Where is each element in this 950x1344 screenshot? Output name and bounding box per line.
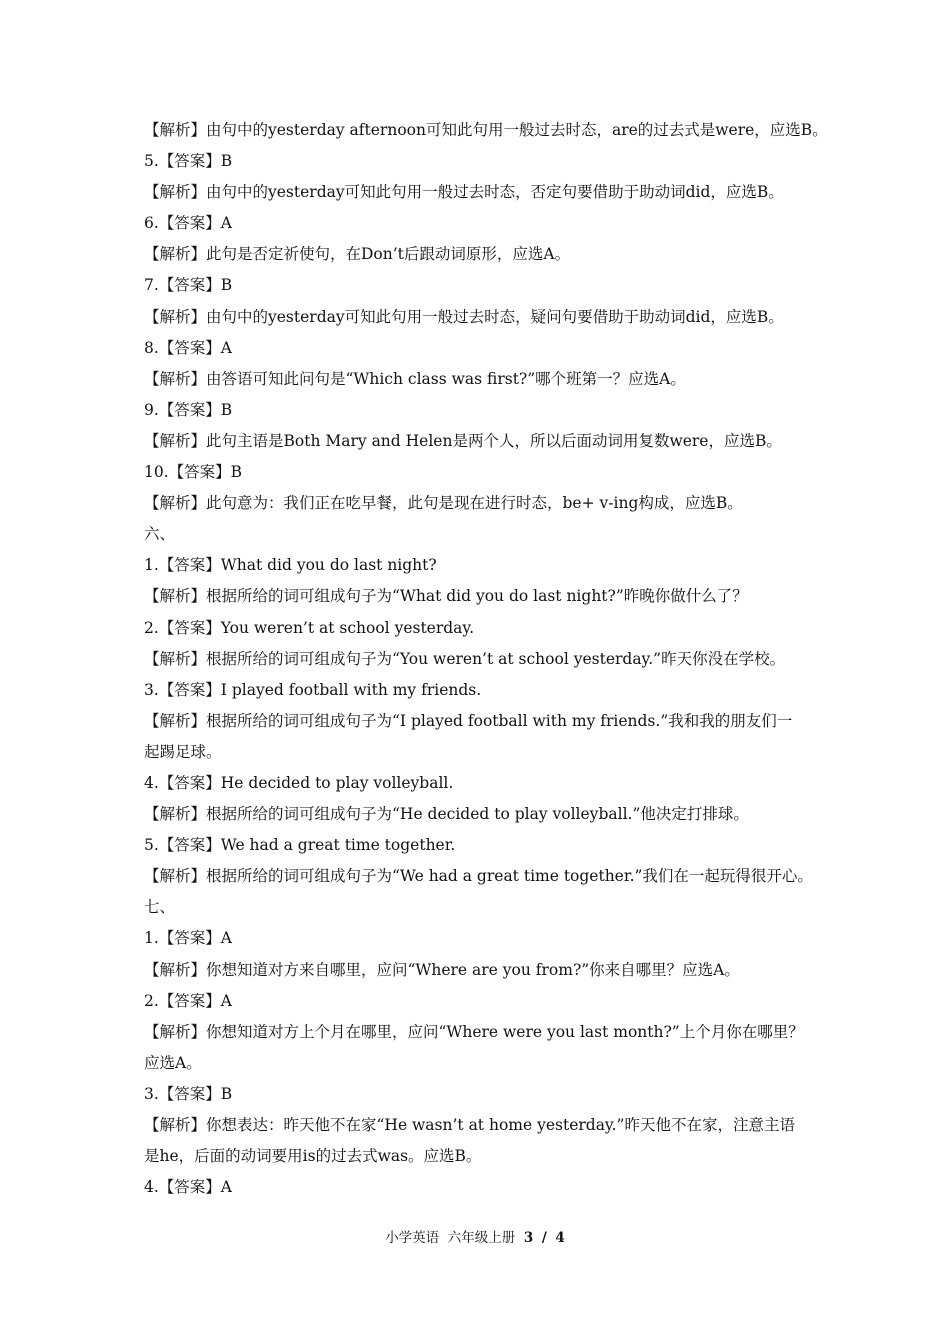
text-line: 【解析】由句中的yesterday afternoon可知此句用一般过去时态，are的过去式是were，应选B。 bbox=[144, 121, 828, 139]
text-line: 【解析】此句主语是Both Mary and Helen是两个人，所以后面动词用复数were，应选B。 bbox=[144, 431, 782, 450]
text-line: 【解析】由句中的yesterday可知此句用一般过去时态，疑问句要借助于助动词did，应选B。 bbox=[144, 307, 784, 326]
text-line: 【解析】你想表达：昨天他不在家“He wasn’t at home yesterday.”昨天他不在家，注意主语 bbox=[144, 1116, 795, 1134]
answer-content bbox=[144, 115, 828, 1203]
text-line: 【解析】根据所给的词可组成句子为“I played football with my friends.”我和我的朋友们一 bbox=[144, 711, 793, 730]
text-line: 【解析】此句是否定祈使句，在Don’t后跟动词原形，应选A。 bbox=[144, 245, 571, 264]
text-line: 3.【答案】I played football with my friends. bbox=[144, 680, 482, 699]
text-line: 【解析】根据所给的词可组成句子为“We had a great time together.”我们在一起玩得很开心。 bbox=[144, 867, 813, 886]
text-line: 4.【答案】A bbox=[144, 1178, 232, 1197]
text-line: 10.【答案】B bbox=[144, 463, 243, 482]
text-line: 2.【答案】You weren’t at school yesterday. bbox=[144, 618, 475, 637]
text-line: 5.【答案】B bbox=[144, 152, 233, 171]
text-line: 9.【答案】B bbox=[144, 400, 233, 419]
text-line: 【解析】根据所给的词可组成句子为“What did you do last night?”昨晚你做什么了？ bbox=[144, 587, 748, 606]
text-line: 5.【答案】We had a great time together. bbox=[144, 836, 456, 855]
page-number: 3 bbox=[523, 1230, 534, 1246]
text-line: 【解析】此句意为：我们正在吃早餐，此句是现在进行时态，be+ v-ing构成，应选B。 bbox=[144, 494, 743, 513]
text-line: 2.【答案】A bbox=[144, 991, 232, 1010]
page-separator: / bbox=[541, 1230, 547, 1246]
text-line: 8.【答案】A bbox=[144, 338, 232, 357]
page-footer bbox=[0, 1226, 950, 1246]
page-total: 4 bbox=[555, 1230, 565, 1246]
text-line: 3.【答案】B bbox=[144, 1084, 233, 1103]
text-line: 1.【答案】A bbox=[144, 929, 232, 948]
section-heading: 六、 bbox=[144, 525, 176, 544]
text-line: 【解析】由句中的yesterday可知此句用一般过去时态，否定句要借助于助动词did，应选B。 bbox=[144, 183, 784, 202]
text-line: 【解析】你想知道对方来自哪里，应问“Where are you from?”你来自哪里？应选A。 bbox=[144, 960, 740, 979]
text-line: 4.【答案】He decided to play volleyball. bbox=[144, 773, 454, 792]
text-line: 7.【答案】B bbox=[144, 276, 233, 295]
text-line: 【解析】由答语可知此问句是“Which class was first?”哪个班第一？应选A。 bbox=[144, 369, 686, 388]
footer-subject: 小学英语 bbox=[385, 1230, 440, 1246]
footer-grade: 六年级上册 bbox=[447, 1230, 516, 1246]
text-line: 【解析】根据所给的词可组成句子为“He decided to play volleyball.”他决定打排球。 bbox=[144, 805, 749, 824]
text-line: 【解析】你想知道对方上个月在哪里，应问“Where were you last month?”上个月你在哪里？ bbox=[144, 1022, 804, 1041]
text-line: 6.【答案】A bbox=[144, 214, 232, 233]
text-line: 1.【答案】What did you do last night? bbox=[144, 556, 437, 575]
section-heading: 七、 bbox=[144, 898, 176, 917]
text-line: 是he，后面的动词要用is的过去式was。应选B。 bbox=[144, 1147, 482, 1166]
text-line: 起踢足球。 bbox=[144, 742, 222, 761]
text-line: 【解析】根据所给的词可组成句子为“You weren’t at school yesterday.”昨天你没在学校。 bbox=[144, 649, 786, 668]
text-line: 应选A。 bbox=[144, 1053, 202, 1072]
